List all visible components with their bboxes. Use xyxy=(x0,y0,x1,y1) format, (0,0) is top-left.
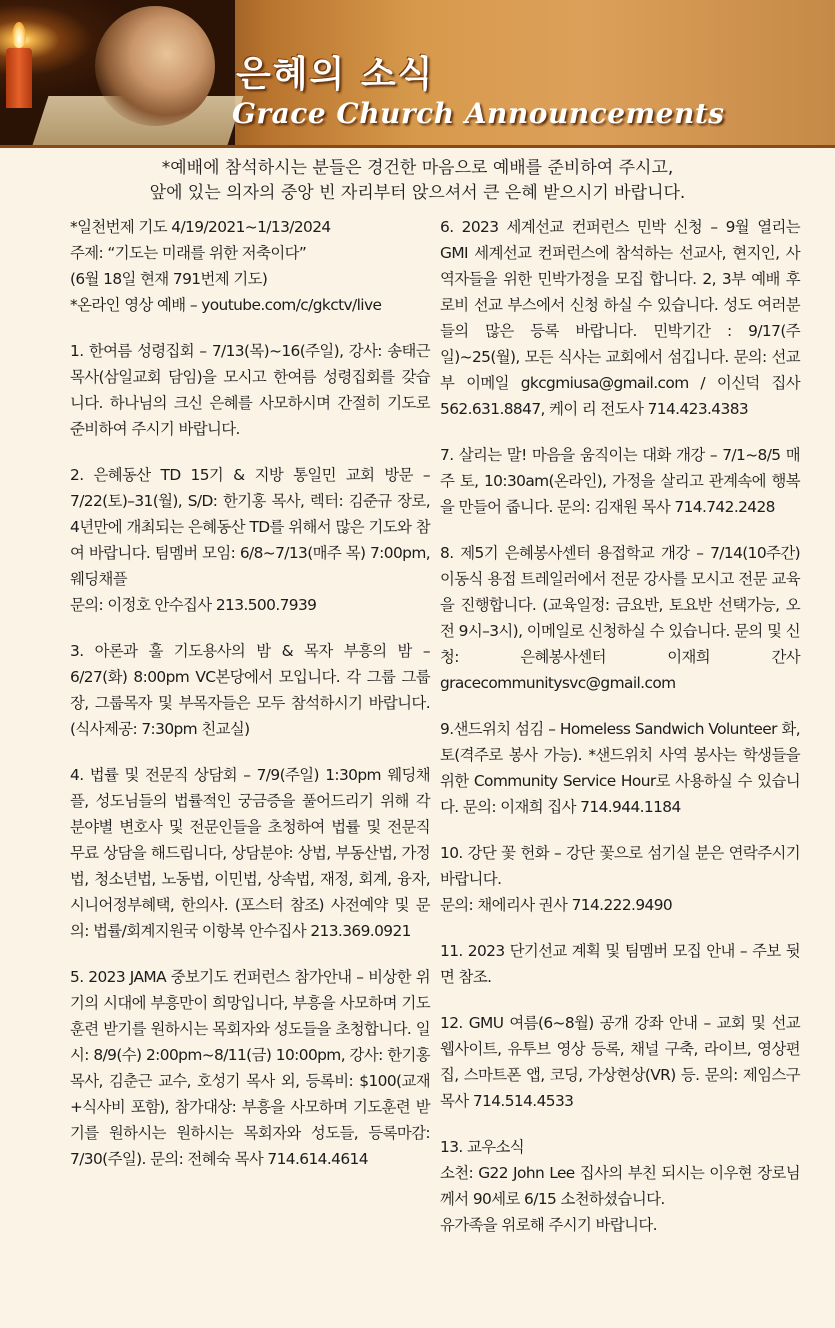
announcement-item: 3. 아론과 훌 기도용사의 밤 & 목자 부흥의 밤 – 6/27(화) 8:00pm VC본당에서 모입니다. 각 그룹 그룹장, 그룹목자 및 부목자들은 모두 참석하시기 바랍니다. (식사제공: 7:30pm 친교실) xyxy=(70,642,430,738)
announcement-item: 2. 은혜동산 TD 15기 & 지방 통일민 교회 방문 – 7/22(토)–31(월), S/D: 한기홍 목사, 렉터: 김준규 장로, 4년만에 개최되는 은혜동산 TD를 위해서 많은 기도와 참여 바랍니다. 팀멤버 모임: 6/8~7/13(매주 목) 7:00pm, 웨딩채플 문의: 이정호 안수집사 213.500.7939 xyxy=(70,466,430,614)
left-column xyxy=(70,214,430,1258)
announcement-item: 9.샌드위치 섬김 – Homeless Sandwich Volunteer 화, 토(격주로 봉사 가능). *샌드위치 사역 봉사는 학생들을 위한 Community Service Hour로 사용하실 수 있습니다. 문의: 이재희 집사 714.944.1184 xyxy=(440,720,800,816)
announcement-item: 5. 2023 JAMA 중보기도 컨퍼런스 참가안내 – 비상한 위기의 시대에 부흥만이 희망입니다, 부흥을 사모하며 기도훈련 받기를 원하시는 목회자와 성도들을 초청합니다. 일시: 8/9(수) 2:00pm~8/11(금) 10:00pm, 강사: 한기홍 목사, 김춘근 교수, 호성기 목사 외, 등록비: $100(교재+식사비 포함), 참가대상: 부흥을 사모하며 기도훈련 받기를 원하시는 원하시는 목회자와 성도들, 등록마감: 7/30(주일). 문의: 전혜숙 목사 714.614.4614 xyxy=(70,968,430,1168)
announcement-item: 7. 살리는 말! 마음을 움직이는 대화 개강 – 7/1~8/5 매주 토, 10:30am(온라인), 가정을 살리고 관계속에 행복을 만들어 줍니다. 문의: 김재원 목사 714.742.2428 xyxy=(440,446,800,516)
candle-image xyxy=(6,48,32,108)
announcement-item: 6. 2023 세계선교 컨퍼런스 민박 신청 – 9월 열리는 GMI 세계선교 컨퍼런스에 참석하는 선교사, 현지인, 사역자들을 위한 민박가정을 모집 합니다. 2, 3부 예배 후 로비 선교 부스에서 신청 하실 수 있습니다. 성도 여러분들의 많은 등록 바랍니다. 민박기간 : 9/17(주일)~25(월), 모든 식사는 교회에서 섬깁니다. 문의: 선교부 이메일 gkcgmiusa@gmail.com / 이신덕 집사 562.631.8847, 케이 리 전도사 714.423.4383 xyxy=(440,218,800,418)
announcement-columns xyxy=(70,214,800,1258)
candle-prayer-photo xyxy=(0,0,235,148)
page-title: 은혜의 소식 xyxy=(236,54,435,95)
candle-flame-icon xyxy=(12,22,26,48)
announcement-item: 4. 법률 및 전문직 상담회 – 7/9(주일) 1:30pm 웨딩채플, 성도님들의 법률적인 궁금증을 풀어드리기 위해 각 분야별 변호사 및 전문인들을 초청하여 법률 및 전문직 무료 상담을 해드립니다, 상담분야: 상법, 부동산법, 가정법, 청소년법, 노동법, 이민법, 상속법, 재정, 회계, 융자, 시니어정부혜택, 한의사. (포스터 참조) 사전예약 및 문의: 법률/회계지원국 이항복 안수집사 213.369.0921 xyxy=(70,766,430,940)
page-subtitle: Grace Church Announcements xyxy=(232,97,725,130)
announcement-item: 1. 한여름 성령집회 – 7/13(목)~16(주일), 강사: 송태근 목사(삼일교회 담임)을 모시고 한여름 성령집회를 갖습니다. 하나님의 크신 은혜를 사모하시며 간절히 기도로 준비하여 주시기 바랍니다. xyxy=(70,342,430,438)
announcement-item: 11. 2023 단기선교 계획 및 팀멤버 모집 안내 – 주보 뒷면 참조. xyxy=(440,942,800,986)
header-banner xyxy=(0,0,835,148)
right-column xyxy=(440,214,800,1258)
announcement-item: *일천번제 기도 4/19/2021~1/13/2024 주제: “기도는 미래를 위한 저축이다” (6월 18일 현재 791번제 기도) *온라인 영상 예배 – youtube.com/c/gkctv/live xyxy=(70,218,382,314)
banner-divider xyxy=(0,145,835,148)
announcement-item: 8. 제5기 은혜봉사센터 용접학교 개강 – 7/14(10주간) 이동식 용접 트레일러에서 전문 강사를 모시고 전문 교육을 진행합니다. (교육일정: 금요반, 토요반 선택가능, 오전 9시–3시), 이메일로 신청하실 수 있습니다. 문의 및 신청: 은혜봉사센터 이재희 간사 gracecommunitysvc@gmail.com xyxy=(440,544,800,692)
intro-line: 앞에 있는 의자의 중앙 빈 자리부터 앉으셔서 큰 은혜 받으시기 바랍니다. xyxy=(149,183,686,203)
praying-hands-image xyxy=(95,6,215,126)
announcement-item: 13. 교우소식 소천: G22 John Lee 집사의 부친 되시는 이우현 장로님께서 90세로 6/15 소천하셨습니다. 유가족을 위로해 주시기 바랍니다. xyxy=(440,1138,800,1234)
announcement-item: 12. GMU 여름(6~8월) 공개 강좌 안내 – 교회 및 선교 웹사이트, 유투브 영상 등록, 채널 구축, 라이브, 영상편집, 스마트폰 앱, 코딩, 가상현상(VR) 등. 문의: 제임스구 목사 714.514.4533 xyxy=(440,1014,800,1110)
intro-notice xyxy=(0,156,835,206)
announcement-item: 10. 강단 꽃 헌화 – 강단 꽃으로 섬기실 분은 연락주시기 바랍니다. 문의: 채에리사 권사 714.222.9490 xyxy=(440,844,800,914)
intro-line: *예배에 참석하시는 분들은 경건한 마음으로 예배를 준비하여 주시고, xyxy=(161,158,674,178)
